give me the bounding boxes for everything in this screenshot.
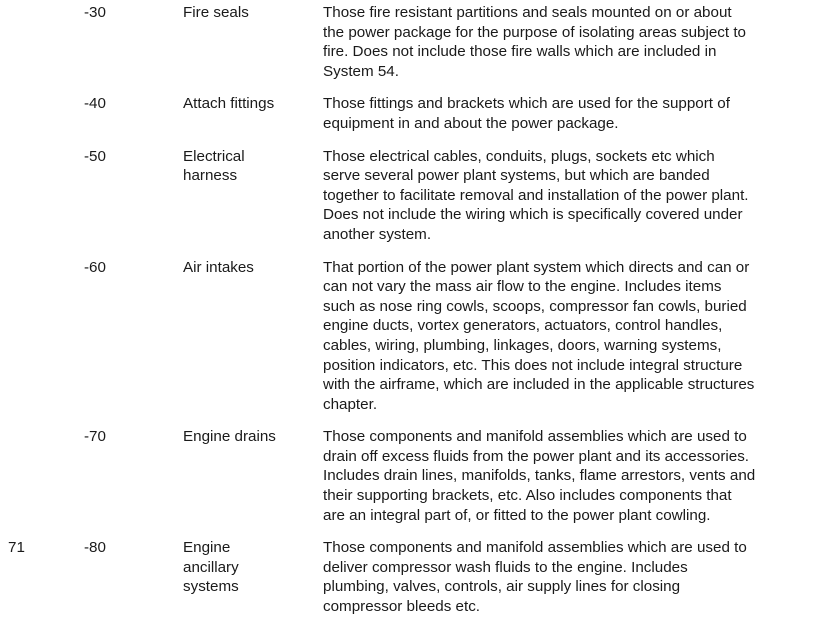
section-description: Those electrical cables, conduits, plugs, sockets etc which serve several power plant systems, but which are banded together to facilitate removal and installation of the power plant. Does not include the wiring which is specifically covered under another system. <box>323 147 749 243</box>
section-name: Air intakes <box>183 258 254 276</box>
section-code: -50 <box>84 147 106 165</box>
section-name: Engine ancillary systems <box>183 539 239 596</box>
section-description: Those components and manifold assemblies which are used to drain off excess fluids from the power plant and its accessories. Includes drain lines, manifolds, tanks, flame arrestors, vents and their supporting brackets, etc. Also includes components that are an integral part of, or fitted to the power plant cowling. <box>323 428 756 524</box>
section-code: -40 <box>84 95 106 113</box>
section-name: Electrical harness <box>183 147 245 185</box>
section-description: That portion of the power plant system which directs and can or can not vary the mass air flow to the engine. Includes items such as nose ring cowls, scoops, compressor fan cowls, buried engine ducts, vortex generators, actuators, control handles, cables, wiring, plumbing, linkages, doors, warning systems, position indicators, etc. This does not include integral structure with the airframe, which are included in the applicable structures chapter. <box>323 258 755 413</box>
ata-chapter-table <box>0 3 822 617</box>
table-row <box>0 3 822 81</box>
table-row <box>0 538 822 616</box>
chapter-number: 71 <box>8 539 25 557</box>
table-row <box>0 94 822 133</box>
section-description: Those components and manifold assemblies which are used to deliver compressor wash fluids to the engine. Includes plumbing, valves, controls, air supply lines for closing compressor bleeds etc. <box>323 539 747 616</box>
section-code: -60 <box>84 258 106 276</box>
section-code: -30 <box>84 4 106 21</box>
section-code: -80 <box>84 539 106 557</box>
table-row <box>0 427 822 525</box>
section-description: Those fire resistant partitions and seals mounted on or about the power package for the purpose of isolating areas subject to fire. Does not include those fire walls which are included in System 54. <box>323 4 746 80</box>
section-name: Engine drains <box>183 428 276 446</box>
section-description: Those fittings and brackets which are used for the support of equipment in and about the power package. <box>323 95 730 132</box>
section-name: Fire seals <box>183 4 249 21</box>
section-code: -70 <box>84 428 106 446</box>
section-name: Attach fittings <box>183 95 275 113</box>
table-row <box>0 147 822 245</box>
table-row <box>0 258 822 415</box>
